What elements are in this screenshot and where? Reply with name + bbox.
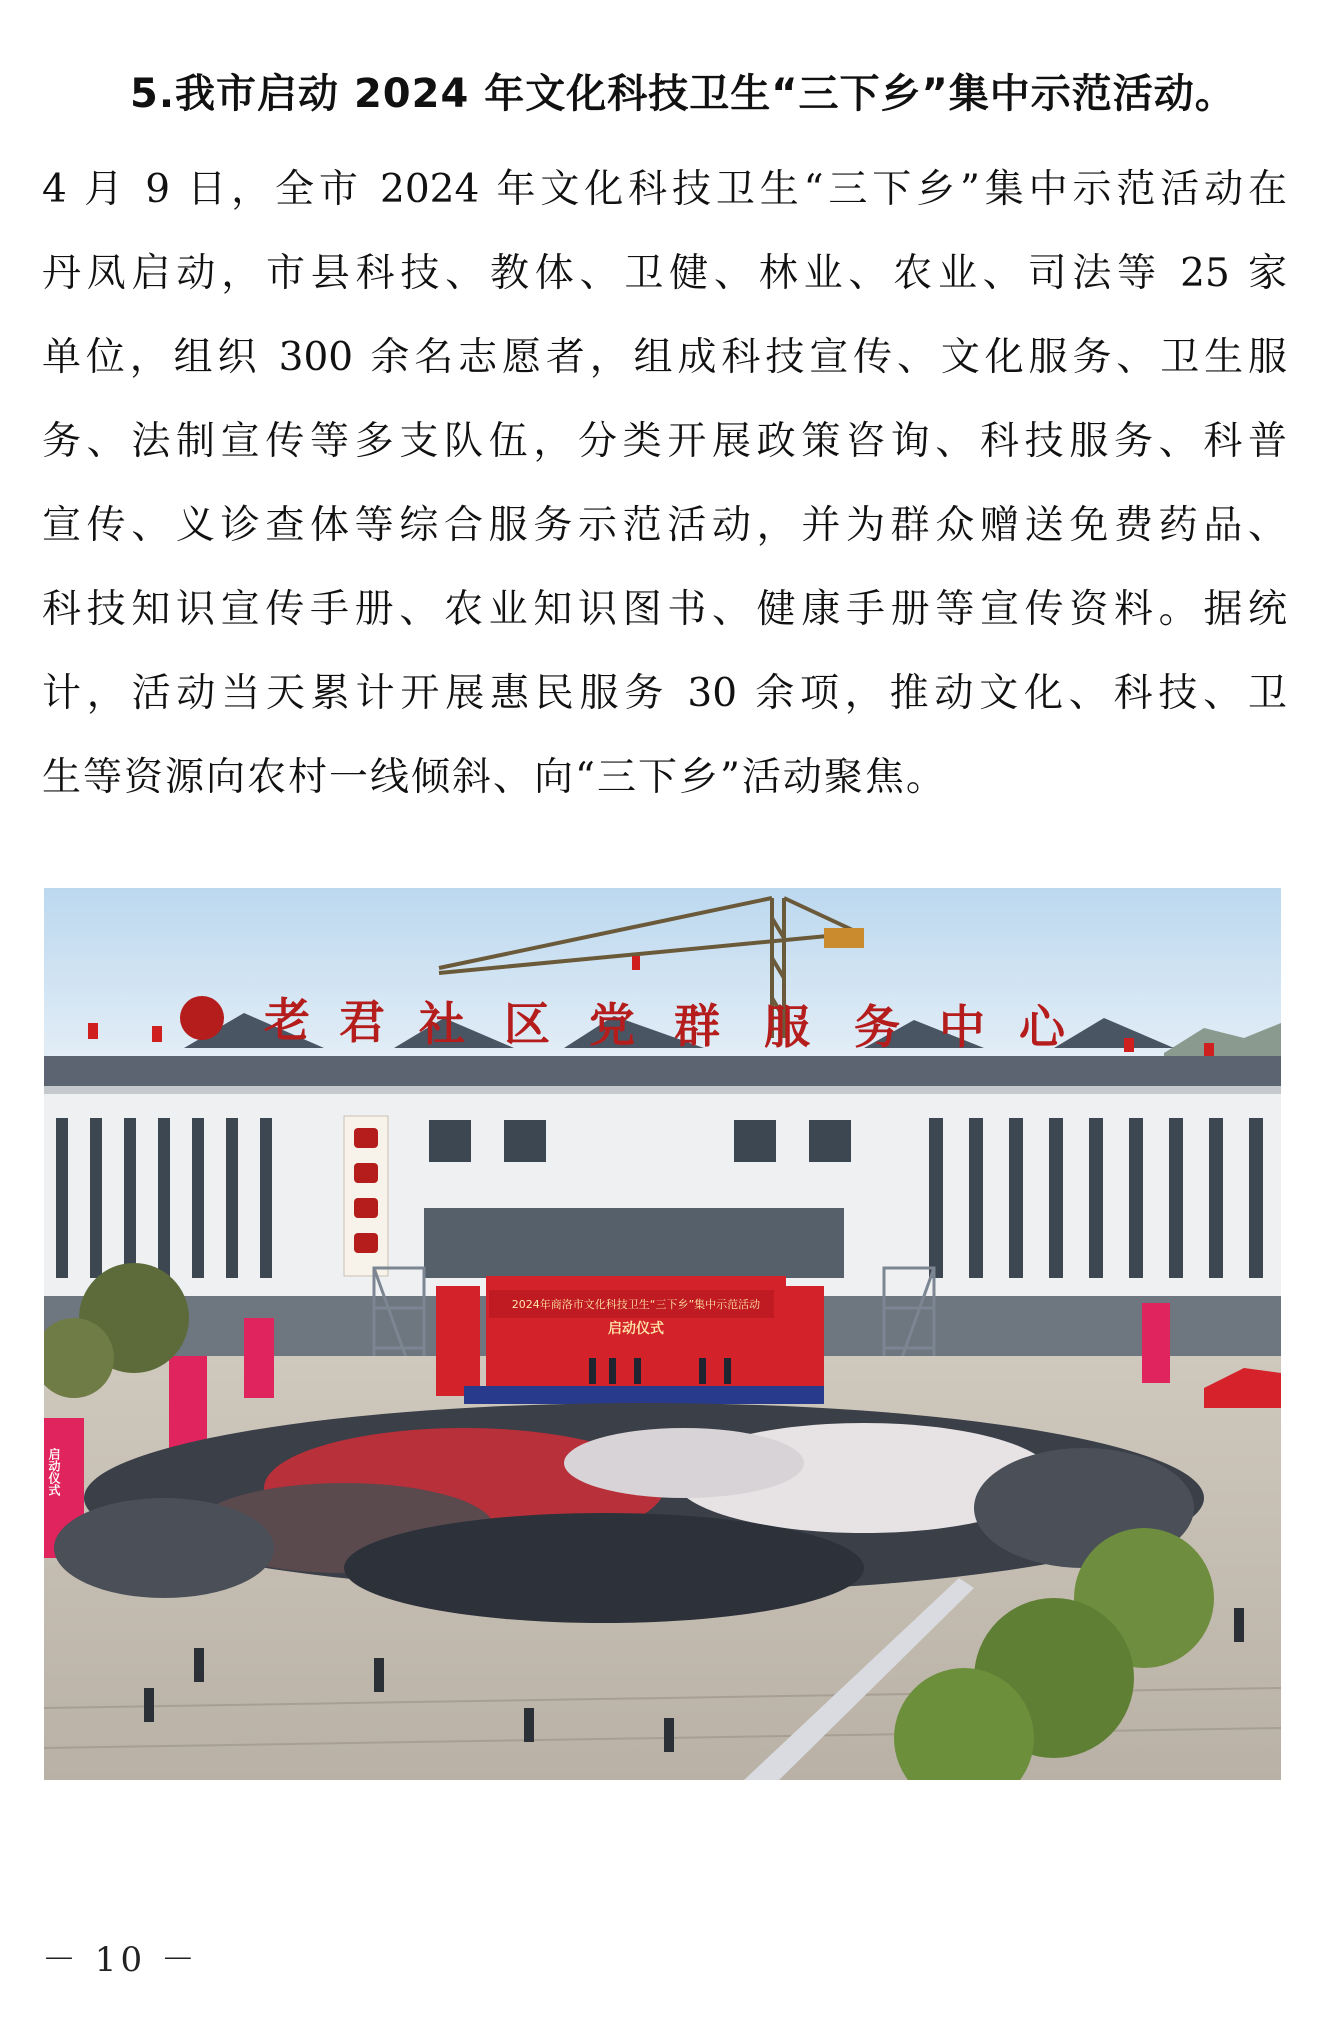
paragraph-line: 丹凤启动，市县科技、教体、卫健、林业、农业、司法等 25 家 [42,251,1287,296]
paragraph-line: 科技知识宣传手册、农业知识图书、健康手册等宣传资料。据统 [42,587,1287,632]
paragraph-line: 计，活动当天累计开展惠民服务 30 余项，推动文化、科技、卫 [42,671,1287,716]
rooftop-sign-char: 党 [589,998,635,1052]
stage-side-panel-right [774,1286,824,1396]
stage-platform [464,1386,824,1404]
rooftop-sign-char: 务 [854,1000,900,1054]
page-number: － 10 － [42,1940,199,1980]
rooftop-sign-char: 社 [419,997,465,1051]
stage-side-panel-left [436,1286,480,1396]
article-paragraph [42,148,1287,820]
event-photo [44,888,1281,1780]
party-emblem [180,996,224,1040]
stage-banner-subtitle: 启动仪式 [608,1321,664,1337]
section-heading: 5.我市启动 2024 年文化科技卫生“三下乡”集中示范活动。 [130,71,1236,117]
side-banner-text: 启动仪式 [47,1448,61,1496]
event-photo-illustration [44,888,1281,1780]
paragraph-line: 务、法制宣传等多支队伍，分类开展政策咨询、科技服务、科普 [42,419,1287,464]
building-roof [44,1056,1281,1086]
rooftop-sign-char: 中 [939,1000,985,1054]
stage-banner-title: 2024年商洛市文化科技卫生“三下乡”集中示范活动 [511,1298,761,1311]
building-windows-right [929,1118,1263,1278]
rooftop-sign-char: 老 [264,993,310,1047]
rooftop-sign-char: 君 [339,995,385,1049]
rooftop-sign-char: 群 [674,999,720,1053]
rooftop-sign-char: 心 [1019,1000,1065,1054]
paragraph-line: 宣传、义诊查体等综合服务示范活动，并为群众赠送免费药品、 [42,503,1287,548]
paragraph-line: 单位，组织 300 余名志愿者，组成科技宣传、文化服务、卫生服 [42,335,1287,380]
crane-cabin [824,928,864,948]
rooftop-sign-char: 区 [504,997,550,1051]
paragraph-line: 生等资源向农村一线倾斜、向“三下乡”活动聚焦。 [42,755,947,800]
rooftop-sign-char: 服 [764,1000,810,1054]
sky [44,888,1281,1078]
paragraph-line: 4 月 9 日，全市 2024 年文化科技卫生“三下乡”集中示范活动在 [42,167,1287,212]
